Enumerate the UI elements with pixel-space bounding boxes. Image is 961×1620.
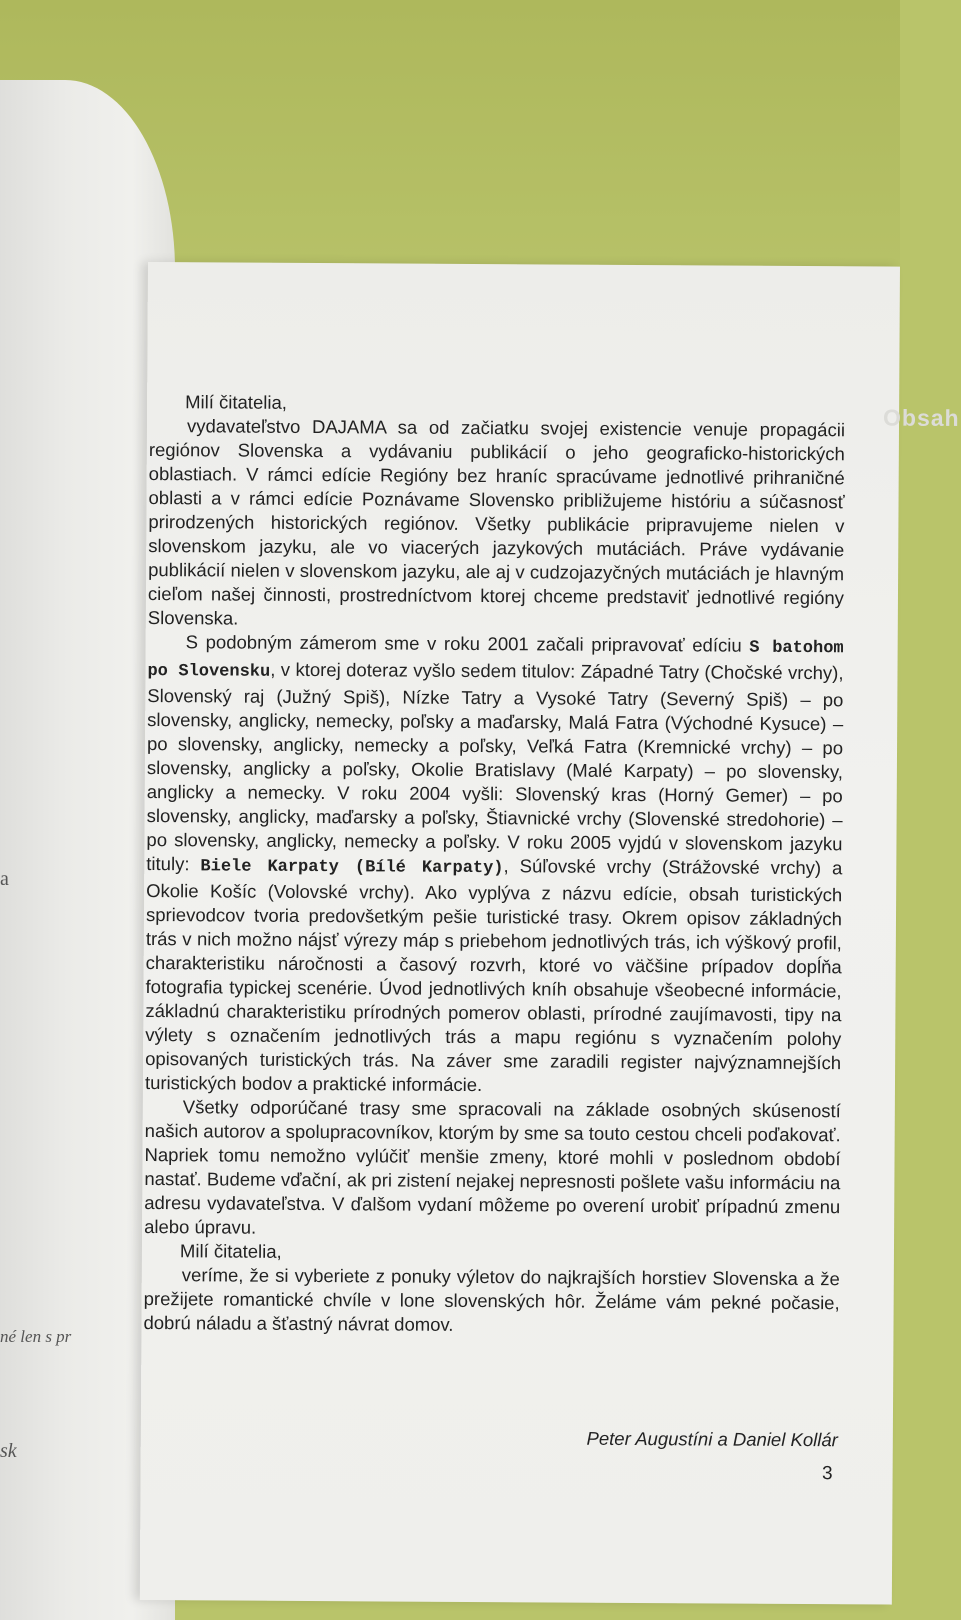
- paragraph: vydavateľstvo DAJAMA sa od začiatku svojej existencie venuje propagácii regiónov Slovenska a vydávaniu publikácií o jeho geograficko-historických oblastiach. V rámci edície Regióny bez hraníc spracúvame jednotlivé prihraničné oblasti a v rámci edície Poznávame Slovensko približujeme históriu a súčasnosť prirodzených historických regiónov. Všetky publikácie pripravujeme nielen v slovenskom jazyku, ale vo viacerých jazykových mutáciách. Práve vydávanie publikácií nielen v slovenskom jazyku, ale aj v cudzojazyčných mutáciách je hlavným cieľom našej činnosti, prostredníctvom ktorej chceme predstaviť jednotlivé regióny Slovenska.: [147, 415, 846, 629]
- paragraph: Všetky odporúčané trasy sme spracovali na základe osobných skúseností našich autorov a spolupracovníkov, ktorým by sme sa touto cestou chceli poďakovať. Napriek tomu nemožno vylúčiť menšie zmeny, ktoré mohli v poslednom období nastať. Budeme vďační, ak pri zistení nejakej nepresnosti pošlete vašu informáciu na adresu vydavateľstva. V ďalšom vydaní môžeme po overení urobiť prípadnú zmenu alebo úpravu.: [144, 1096, 841, 1238]
- show-through-heading: Obsah: [882, 404, 960, 431]
- greeting: Milí čitatelia,: [179, 1240, 282, 1262]
- edition-title: S batohom po Slovensku: [147, 638, 844, 682]
- signature: Peter Augustíni a Daniel Kollár: [586, 1427, 838, 1451]
- paragraph-text: , Súľovské vrchy (Strážovské vrchy) a Okolie Košíc (Volovské vrchy). Ako vyplýva z názvu edície, obsah turistických sprievodcov tvoria predovšetkým pešie turistické trasy. Okrem opisov základných trás v nich možno nájsť výrezy máp s priebehom jednotlivých trás, ich výškový profil, charakteristiku náročnosti a časový rozvrh, ktoré vo väčšine prípadov dopĺňa fotografia typickej scenérie. Úvod jednotlivých kníh obsahuje všeobecné informácie, základnú charakteristiku prírodných pomerov oblasti, prírodné zaujímavosti, tipy na výlety s označením jednotlivých trás a mapu regiónu s vyznačením polohy opisovaných turistických trás. Na záver sme zaradili register najvýznamnejších turistických bodov a praktické informácie.: [144, 855, 843, 1096]
- left-page-fragment: a: [0, 868, 9, 890]
- left-page-fragment: né len s pr: [0, 1327, 72, 1346]
- book-page: [140, 262, 960, 1605]
- foreword-text: [143, 390, 845, 1339]
- left-page-fragment: sk: [0, 1440, 17, 1462]
- paragraph: [145, 630, 844, 1099]
- paragraph-text: S podobným zámerom sme v roku 2001 začali pripravovať edíciu: [185, 631, 750, 656]
- paragraph-text: , v ktorej doteraz vyšlo sedem titulov: Západné Tatry (Chočské vrchy), Slovenský raj (Južný Spiš), Nízke Tatry a Vysoké Tatry (Severný Spiš) – po slovensky, anglicky, nemecky, poľsky a maďarsky, Malá Fatra (Východné Kysuce) – po slovensky, anglicky, nemecky a poľsky, Veľká Fatra (Kremnické vrchy) – po slovensky, anglicky a poľsky, Okolie Bratislavy (Malé Karpaty) – po slovensky, anglicky a nemecky. V roku 2004 vyšli: Slovenský kras (Horný Gemer) – po slovensky, anglicky, maďarsky a poľsky, Štiavnické vrchy (Slovenské stredohorie) – po slovensky, anglicky, nemecky a poľsky. V roku 2005 vyjdú v slovenskom jazyku tituly:: [146, 658, 844, 875]
- paragraph: veríme, že si vyberiete z ponuky výletov do najkrajších horstiev Slovenska a že prežijete romantické chvíle v lone slovenských hôr. Želáme vám pekné počasie, dobrú náladu a šťastný návrat domov.: [143, 1264, 840, 1335]
- greeting: Milí čitatelia,: [185, 391, 287, 413]
- book-title: Biele Karpaty (Bílé Karpaty): [200, 857, 504, 879]
- page-number: 3: [821, 1463, 833, 1485]
